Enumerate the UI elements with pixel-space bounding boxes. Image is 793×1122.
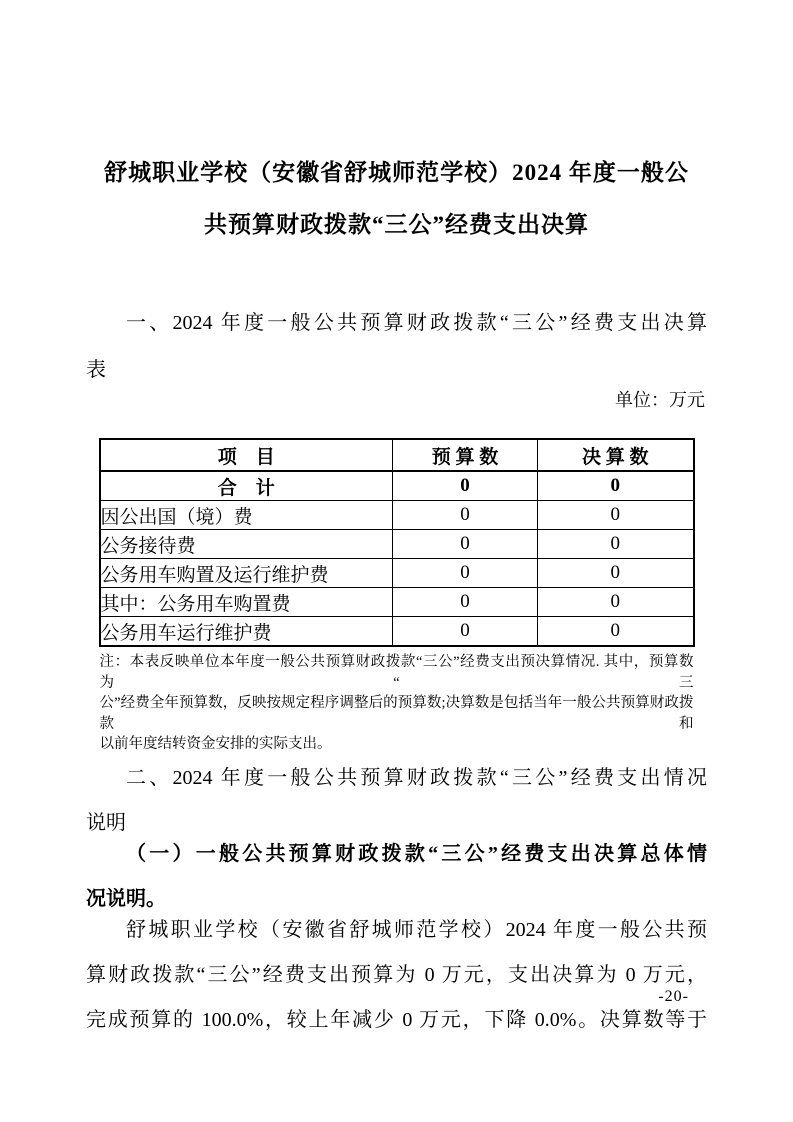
row-label: 合 计 — [100, 471, 393, 501]
table-note-line-2: 公”经费全年预算数，反映按规定程序调整后的预算数;决算数是包括当年一般公共预算财政拨款和 — [99, 695, 694, 732]
section-2-heading-line-1: 二、2024 年度一般公共预算财政拨款“三公”经费支出情况 — [126, 766, 707, 789]
table-row-reception — [100, 530, 694, 559]
table-note-line-3: 以前年度结转资金安排的实际支出。 — [99, 736, 332, 752]
table-row-vehicle-maintenance — [100, 617, 694, 647]
section-1-heading-line-1: 一、2024 年度一般公共预算财政拨款“三公”经费支出决算 — [126, 312, 707, 334]
row-label: 公务接待费 — [100, 530, 393, 559]
table-row-vehicle-purchase — [100, 588, 694, 617]
table-row-vehicle-total — [100, 559, 694, 588]
table-header-row — [100, 439, 694, 471]
document-title — [86, 147, 707, 251]
row-budget-value: 0 — [393, 617, 538, 647]
subsection-1-heading-line-1: （一）一般公共预算财政拨款“三公”经费支出决算总体情 — [126, 842, 707, 865]
table-note — [100, 652, 694, 755]
row-final-value: 0 — [538, 559, 694, 588]
section-1-heading-line-2: 表 — [86, 359, 106, 381]
row-final-value: 0 — [538, 530, 694, 559]
row-final-value: 0 — [538, 588, 694, 617]
row-label: 公务用车购置及运行维护费 — [100, 559, 393, 588]
row-label: 其中：公务用车购置费 — [100, 588, 393, 617]
overview-paragraph-line-3: 完成预算的 100.0%，较上年减少 0 万元，下降 0.0%。决算数等于 — [86, 1008, 707, 1031]
table-row-total — [100, 471, 694, 501]
row-budget-value: 0 — [393, 471, 538, 501]
row-budget-value: 0 — [393, 588, 538, 617]
document-title-line-2: 共预算财政拨款“三公”经费支出决算 — [204, 212, 589, 237]
row-budget-value: 0 — [393, 530, 538, 559]
row-final-value: 0 — [538, 617, 694, 647]
table-header-item: 项 目 — [100, 439, 393, 471]
row-budget-value: 0 — [393, 501, 538, 530]
table-note-line-1: 注：本表反映单位本年度一般公共预算财政拨款“三公”经费支出预决算情况. 其中，预算数为“三 — [99, 654, 694, 691]
row-final-value: 0 — [538, 471, 694, 501]
overview-paragraph — [86, 908, 707, 1043]
table-row-abroad — [100, 501, 694, 530]
table-header-final: 决 算 数 — [538, 439, 694, 471]
row-budget-value: 0 — [393, 559, 538, 588]
document-title-line-1: 舒城职业学校（安徽省舒城师范学校）2024 年度一般公 — [104, 160, 689, 185]
table-unit-label: 单位：万元 — [615, 390, 705, 410]
row-label: 公务用车运行维护费 — [100, 617, 393, 647]
overview-paragraph-line-2: 算财政拨款“三公”经费支出预算为 0 万元，支出决算为 0 万元， — [86, 963, 707, 986]
row-label: 因公出国（境）费 — [100, 501, 393, 530]
table-header-budget: 预 算 数 — [393, 439, 538, 471]
sangong-expenditure-table — [99, 438, 695, 647]
section-2-heading-line-2: 说明 — [86, 811, 126, 834]
overview-paragraph-line-1: 舒城职业学校（安徽省舒城师范学校）2024 年度一般公共预 — [126, 918, 707, 941]
subsection-1-heading-line-2: 况说明。 — [86, 887, 166, 910]
page-number: -20- — [658, 988, 689, 1005]
section-1-heading — [86, 300, 707, 394]
row-final-value: 0 — [538, 501, 694, 530]
